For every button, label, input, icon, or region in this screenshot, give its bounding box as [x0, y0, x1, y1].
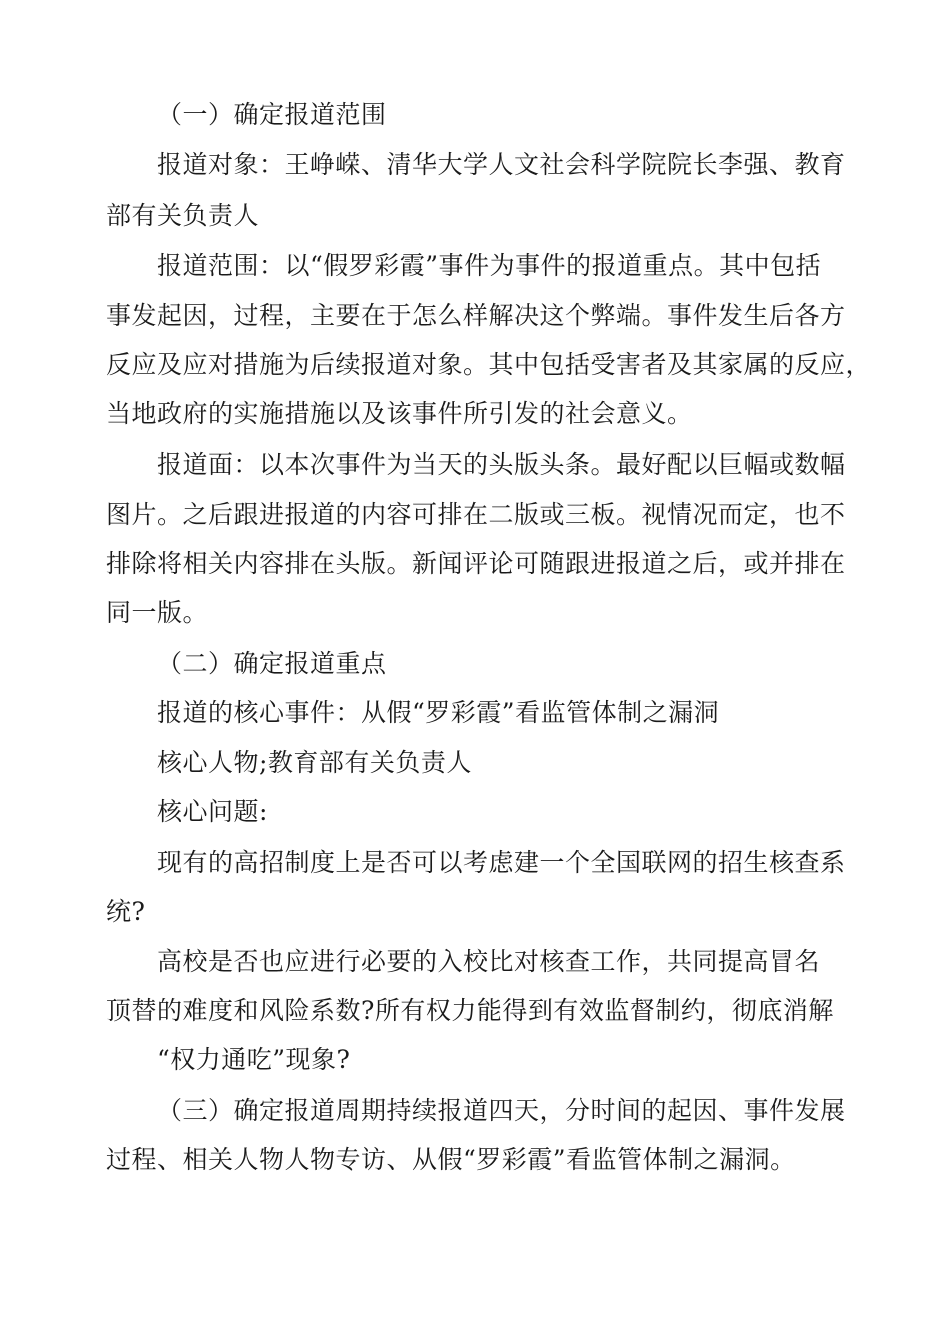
section-heading-3: （三）确定报道周期持续报道四天，分时间的起因、事件发展: [157, 1096, 846, 1125]
paragraph-line: 同一版。: [106, 598, 209, 627]
paragraph-line: 图片。之后跟进报道的内容可排在二版或三板。视情况而定，也不: [106, 500, 846, 529]
paragraph-line: 报道对象：王峥嵘、清华大学人文社会科学院院长李强、教育: [157, 150, 846, 179]
section-heading-1: （一）确定报道范围: [157, 100, 387, 129]
paragraph-line: 报道面：以本次事件为当天的头版头条。最好配以巨幅或数幅: [157, 450, 846, 479]
paragraph-line: 当地政府的实施措施以及该事件所引发的社会意义。: [106, 399, 693, 428]
paragraph-line: 现有的高招制度上是否可以考虑建一个全国联网的招生核查系: [157, 848, 846, 877]
paragraph-line: 顶替的难度和风险系数?所有权力能得到有效监督制约，彻底消解: [106, 996, 834, 1025]
paragraph-line: 事发起因，过程，主要在于怎么样解决这个弊端。事件发生后各方: [106, 301, 846, 330]
section-heading-2: （二）确定报道重点: [157, 649, 387, 678]
paragraph-line: 部有关负责人: [106, 201, 260, 230]
paragraph-line: 排除将相关内容排在头版。新闻评论可随跟进报道之后，或并排在: [106, 549, 846, 578]
paragraph-line: 核心问题:: [157, 797, 268, 826]
paragraph-line: 报道的核心事件：从假“罗彩霞”看监管体制之漏洞: [157, 698, 720, 727]
paragraph-line: 报道范围：以“假罗彩霞”事件为事件的报道重点。其中包括: [157, 251, 822, 280]
paragraph-line: 高校是否也应进行必要的入校比对核查工作，共同提高冒名: [157, 947, 821, 976]
paragraph-line: 过程、相关人物人物专访、从假“罗彩霞”看监管体制之漏洞。: [106, 1145, 796, 1174]
paragraph-line: 反应及应对措施为后续报道对象。其中包括受害者及其家属的反应，: [106, 350, 872, 379]
paragraph-line: 核心人物;教育部有关负责人: [157, 748, 472, 777]
paragraph-line: 统?: [106, 897, 146, 926]
paragraph-line: “权力通吃”现象?: [157, 1045, 351, 1074]
